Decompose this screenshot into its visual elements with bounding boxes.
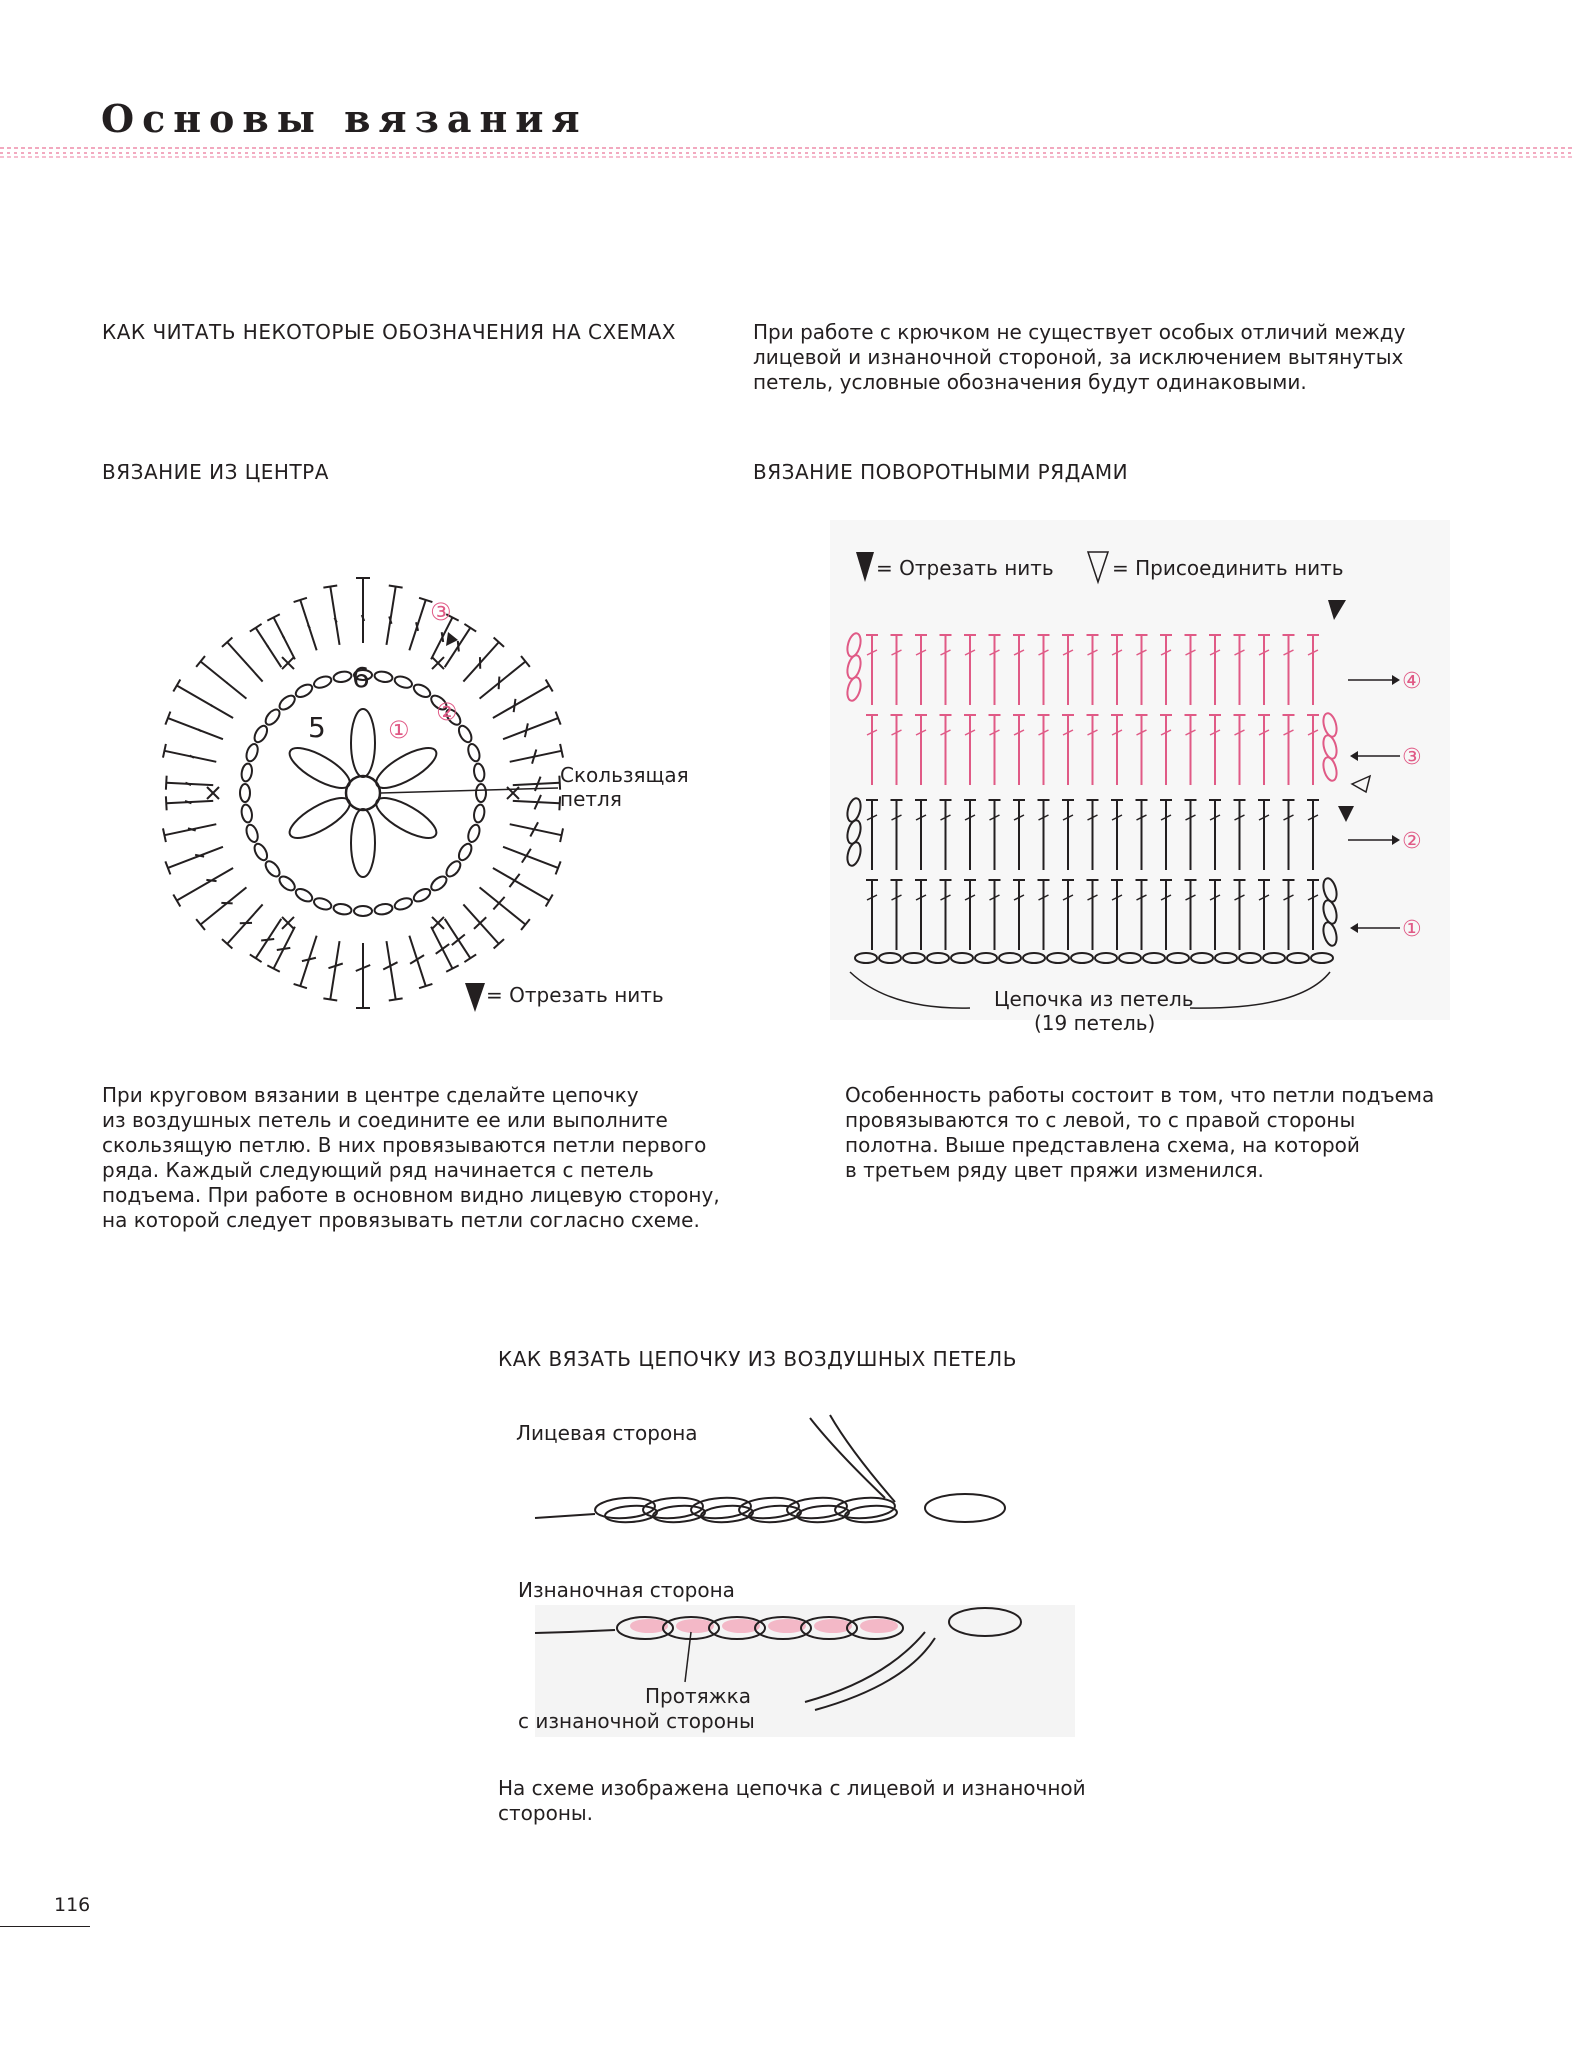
round-marker-3: ③ <box>430 598 452 626</box>
paragraph-line: подъема. При работе в основном видно лицевую сторону, <box>102 1183 720 1207</box>
row-marker-4: ④ <box>1402 669 1422 694</box>
row-marker-3: ③ <box>1402 745 1422 770</box>
slip-loop-label: Скользящая <box>560 763 689 787</box>
paragraph-line: на которой следует провязывать петли согласно схеме. <box>102 1208 700 1232</box>
chain-count-label: (19 петель) <box>1034 1011 1156 1035</box>
paragraph-line: провязываются то с левой, то с правой стороны <box>845 1108 1356 1132</box>
round-marker-1: ① <box>388 716 410 744</box>
paragraph-line: стороны. <box>498 1801 594 1825</box>
turning-rows-diagram <box>830 520 1450 1035</box>
chain-paragraph <box>498 1776 1198 1826</box>
decorative-pink-rule <box>0 145 1575 159</box>
page-title: Основы вязания <box>101 96 588 141</box>
section-heading-rows: ВЯЗАНИЕ ПОВОРОТНЫМИ РЯДАМИ <box>753 460 1129 484</box>
round-motif-diagram <box>120 540 720 1040</box>
section-heading-center: ВЯЗАНИЕ ИЗ ЦЕНТРА <box>102 460 329 484</box>
row-marker-1: ① <box>1402 917 1422 942</box>
slip-loop-label: петля <box>560 787 622 811</box>
row-number-5: 5 <box>308 711 326 744</box>
paragraph-line: При круговом вязании в центре сделайте цепочку <box>102 1083 639 1107</box>
row-number-6: 6 <box>352 661 370 694</box>
paragraph-line: петель, условные обозначения будут одинаковыми. <box>753 370 1307 394</box>
paragraph-line: ряда. Каждый следующий ряд начинается с петель <box>102 1158 654 1182</box>
symbols-paragraph <box>753 320 1533 395</box>
page-number: 116 <box>54 1894 91 1916</box>
paragraph-line: из воздушных петель и соедините ее или выполните <box>102 1108 668 1132</box>
paragraph-line: в третьем ряду цвет пряжи изменился. <box>845 1158 1264 1182</box>
section-heading-chain: КАК ВЯЗАТЬ ЦЕПОЧКУ ИЗ ВОЗДУШНЫХ ПЕТЕЛЬ <box>498 1347 1017 1371</box>
chain-label: Цепочка из петель <box>994 987 1194 1011</box>
rows-paragraph <box>845 1083 1545 1183</box>
round-marker-2: ② <box>436 698 458 726</box>
slip-loop-icon <box>346 776 380 810</box>
page-number-rule <box>0 1926 90 1927</box>
center-paragraph <box>102 1083 722 1233</box>
paragraph-line: На схеме изображена цепочка с лицевой и изнаночной <box>498 1776 1086 1800</box>
legend-join: = Присоединить нить <box>1112 556 1344 580</box>
bar-label: Протяжка <box>645 1684 752 1708</box>
legend-cut: = Отрезать нить <box>876 556 1054 580</box>
paragraph-line: Особенность работы состоит в том, что петли подъема <box>845 1083 1435 1107</box>
bar-label: с изнаночной стороны <box>518 1709 755 1733</box>
paragraph-line: полотна. Выше представлена схема, на которой <box>845 1133 1360 1157</box>
chain-stitch-diagram <box>505 1410 1075 1740</box>
cut-thread-legend: = Отрезать нить <box>486 983 664 1007</box>
front-side-label: Лицевая сторона <box>516 1421 698 1445</box>
back-side-label: Изнаночная сторона <box>518 1578 735 1602</box>
paragraph-line: При работе с крючком не существует особых отличий между <box>753 320 1406 344</box>
paragraph-line: скользящую петлю. В них провязываются петли первого <box>102 1133 707 1157</box>
cut-thread-icon <box>465 983 485 1012</box>
cut-thread-icon <box>446 632 458 646</box>
paragraph-line: лицевой и изнаночной стороной, за исключением вытянутых <box>753 345 1404 369</box>
row-marker-2: ② <box>1402 829 1422 854</box>
section-heading-symbols: КАК ЧИТАТЬ НЕКОТОРЫЕ ОБОЗНАЧЕНИЯ НА СХЕМАХ <box>102 320 676 344</box>
